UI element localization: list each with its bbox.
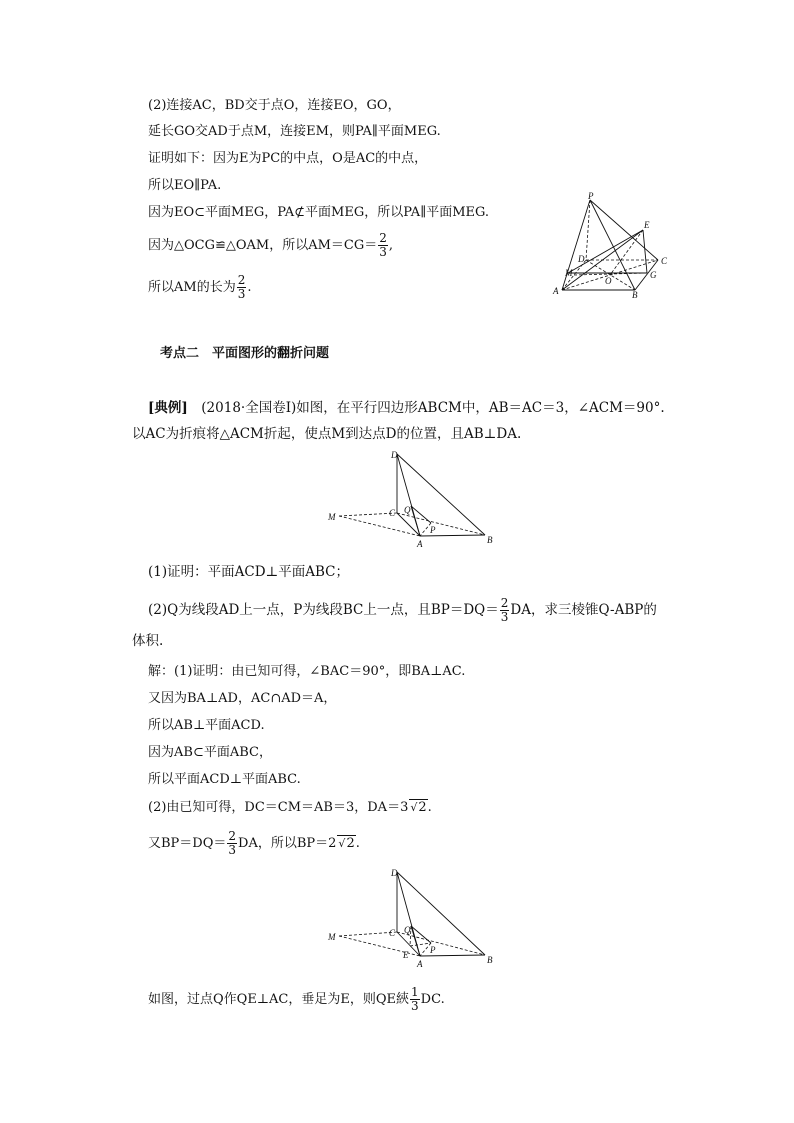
example-tag: [典例]	[148, 400, 188, 416]
fraction-numerator: 2	[228, 829, 237, 843]
point-label: G	[650, 270, 657, 280]
solution-line: 因为EO⊂平面MEG，PA⊄平面MEG，所以PA∥平面MEG.	[148, 205, 490, 220]
solution-line: 解：(1)证明：由已知可得，∠BAC＝90°，即BA⊥AC.	[148, 664, 466, 679]
point-label: O	[605, 276, 612, 286]
fraction	[227, 830, 237, 857]
point-label: B	[632, 290, 638, 300]
solution-line: 所以EO∥PA.	[148, 178, 222, 193]
solution-line	[148, 986, 445, 1013]
text-segment: 因为△OCG≌△OAM，所以AM＝CG＝	[148, 238, 378, 253]
text-segment: ,	[388, 238, 394, 253]
solution-line: 因为AB⊂平面ABC，	[148, 745, 272, 760]
fraction-denominator: 3	[411, 999, 419, 1013]
point-label: P	[430, 945, 436, 955]
point-label: Q	[404, 925, 411, 935]
solution-line: 又因为BA⊥AD，AC∩AD＝A，	[148, 691, 337, 706]
radicand: 2	[418, 800, 427, 815]
fraction-numerator: 1	[411, 985, 419, 999]
fraction	[410, 986, 420, 1013]
point-label: C	[389, 928, 396, 938]
point-label: E	[644, 220, 650, 230]
solution-line	[148, 830, 360, 857]
text-segment: (2018·全国卷Ⅰ)如图，在平行四边形ABCM中，AB＝AC＝3，∠ACM＝90°.	[187, 400, 665, 416]
fraction-numerator: 2	[500, 596, 509, 610]
fraction-denominator: 3	[237, 287, 246, 301]
example-text	[132, 420, 732, 448]
point-label: A	[417, 539, 423, 548]
text-segment: .	[247, 280, 252, 295]
point-label: P	[588, 191, 594, 201]
fraction	[500, 597, 510, 624]
text-segment: .	[427, 800, 432, 815]
point-label: M	[565, 268, 573, 278]
section-heading: 考点二 平面图形的翻折问题	[160, 346, 330, 361]
fraction-numerator: 2	[379, 231, 387, 245]
fraction-denominator: 3	[228, 843, 237, 857]
point-label: P	[430, 525, 436, 535]
fraction-denominator: 3	[500, 610, 509, 624]
text-segment: (2)Q为线段AD上一点，P为线段BC上一点，且BP＝DQ＝	[148, 602, 499, 618]
point-label: C	[661, 256, 668, 266]
text-segment: 如图，过点Q作QE⊥AC，垂足为E，则QE綊	[148, 992, 410, 1007]
sqrt: √2	[338, 836, 355, 851]
point-label: B	[487, 535, 493, 545]
sqrt: √2	[410, 800, 427, 815]
text-segment: 所以AM的长为	[148, 280, 236, 295]
text-segment: DC.	[420, 992, 445, 1007]
point-label: D	[578, 254, 585, 264]
example-text	[148, 394, 708, 422]
radicand: 2	[346, 836, 355, 851]
text-segment: (2)由已知可得，DC＝CM＝AB＝3，DA＝3	[148, 800, 409, 815]
solution-line: (2)连接AC，BD交于点O，连接EO，GO，	[148, 98, 401, 113]
point-label: D	[391, 450, 398, 460]
question-1: (1)证明：平面ACD⊥平面ABC；	[148, 564, 349, 580]
point-label: M	[328, 932, 336, 942]
folded-figure-with-e	[325, 866, 505, 970]
folded-figure	[325, 448, 505, 548]
question-2-continued: 体积.	[132, 633, 164, 649]
point-label: A	[553, 286, 559, 296]
pyramid-figure	[550, 190, 680, 305]
question-2	[148, 597, 657, 624]
solution-line	[148, 274, 251, 301]
point-label: D	[391, 868, 398, 878]
point-label: Q	[404, 505, 411, 515]
solution-line: 所以AB⊥平面ACD.	[148, 718, 265, 733]
text-segment: .	[355, 836, 360, 851]
solution-line: 所以平面ACD⊥平面ABC.	[148, 772, 301, 787]
point-label: C	[389, 508, 396, 518]
fraction	[378, 232, 388, 259]
solution-line	[148, 232, 393, 259]
fraction-numerator: 2	[237, 273, 246, 287]
point-label: B	[487, 955, 493, 965]
fraction	[237, 274, 247, 301]
point-label: A	[417, 959, 423, 969]
solution-line: 证明如下：因为E为PC的中点，O是AC的中点，	[148, 151, 428, 166]
fraction-denominator: 3	[379, 245, 387, 259]
solution-line	[148, 799, 432, 816]
text-segment: 以AC为折痕将△ACM折起，使点M到达点D的位置，且AB⊥DA.	[132, 426, 522, 442]
point-label: M	[328, 512, 336, 522]
point-label: E	[403, 950, 409, 960]
solution-line: 延长GO交AD于点M，连接EM，则PA∥平面MEG.	[148, 124, 441, 139]
text-segment: 又BP＝DQ＝	[148, 836, 227, 851]
text-segment: DA，所以BP＝2	[238, 836, 337, 851]
text-segment: DA，求三棱锥Q-ABP的	[510, 602, 657, 618]
